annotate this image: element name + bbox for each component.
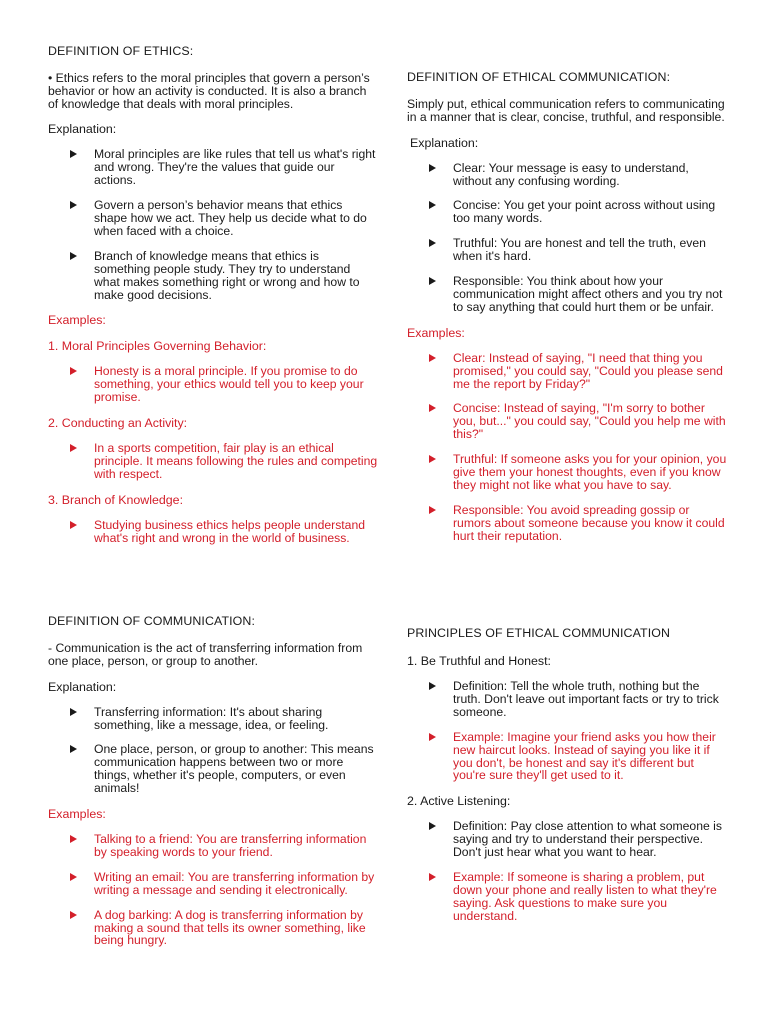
ethics-explanation-label: Explanation: <box>48 122 117 137</box>
list-item: Writing an email: You are transferring information by writing a message and sending it electronically. <box>48 871 378 897</box>
principle-1-title: 1. Be Truthful and Honest: <box>407 654 551 668</box>
ethics-section <box>48 44 378 557</box>
ethics-example-list-1 <box>48 365 378 404</box>
ethics-example-title-1: 1. Moral Principles Governing Behavior: <box>48 339 267 354</box>
list-item: Responsible: You think about how your communication might affect others and you try not to say anything that could hurt them or be unfair. <box>407 275 729 314</box>
communication-section <box>48 614 378 959</box>
communication-examples-label: Examples: <box>48 807 106 822</box>
ethics-example-title-3: 3. Branch of Knowledge: <box>48 492 184 507</box>
communication-example-list <box>48 833 378 947</box>
ethical-communication-heading: DEFINITION OF ETHICAL COMMUNICATION: <box>407 70 671 84</box>
arrow-bullet-icon <box>429 404 436 412</box>
arrow-bullet-icon <box>70 367 77 375</box>
principle-1-definition-list <box>407 680 729 719</box>
list-item: Concise: Instead of saying, "I'm sorry to bother you, but..." you could say, "Could you help me with this?" <box>407 402 729 441</box>
list-item: Example: Imagine your friend asks you how their new haircut looks. Instead of saying you like it if you don't, be honest and say it's different but you're sure they'll get used to it. <box>407 731 729 783</box>
arrow-bullet-icon <box>429 873 436 881</box>
arrow-bullet-icon <box>70 835 77 843</box>
principle-2-title: 2. Active Listening: <box>407 794 511 809</box>
ethical-communication-definition: Simply put, ethical communication refers to communicating in a manner that is clear, concise, truthful, and responsible. <box>407 97 725 124</box>
list-item: Definition: Pay close attention to what someone is saying and try to understand their perspective. Don't just hear what you want to hear. <box>407 820 729 859</box>
arrow-bullet-icon <box>70 708 77 716</box>
arrow-bullet-icon <box>70 150 77 158</box>
arrow-bullet-icon <box>70 252 77 260</box>
list-item: Example: If someone is sharing a problem, put down your phone and really listen to what they're saying. Ask questions to make sure you understand. <box>407 871 729 923</box>
list-item: Transferring information: It's about sharing something, like a message, idea, or feeling. <box>48 706 378 732</box>
arrow-bullet-icon <box>429 682 436 690</box>
list-item: One place, person, or group to another: This means communication happens between two or more things, whether it's people, computers, or even animals! <box>48 743 378 795</box>
arrow-bullet-icon <box>429 733 436 741</box>
arrow-bullet-icon <box>70 911 77 919</box>
communication-explanation-label: Explanation: <box>48 679 117 694</box>
list-item: A dog barking: A dog is transferring information by making a sound that tells its owner something, like being hungry. <box>48 909 378 948</box>
principle-2-definition-list <box>407 820 729 859</box>
ethics-heading: DEFINITION OF ETHICS: <box>48 44 194 58</box>
list-item: Clear: Your message is easy to understand, without any confusing wording. <box>407 162 729 188</box>
ethics-example-list-2 <box>48 442 378 481</box>
ethical-communication-explanation-list <box>407 162 729 314</box>
principles-section <box>407 626 729 935</box>
ethical-communication-section <box>407 70 729 555</box>
arrow-bullet-icon <box>70 873 77 881</box>
ethics-example-title-2: 2. Conducting an Activity: <box>48 416 188 431</box>
arrow-bullet-icon <box>429 822 436 830</box>
list-item: Truthful: If someone asks you for your opinion, you give them your honest thoughts, even if you know they might not like what you have to say. <box>407 453 729 492</box>
arrow-bullet-icon <box>429 506 436 514</box>
list-item: Honesty is a moral principle. If you promise to do something, your ethics would tell you to keep your promise. <box>48 365 378 404</box>
principle-1-example-list <box>407 731 729 783</box>
list-item: Responsible: You avoid spreading gossip or rumors about someone because you know it could hurt their reputation. <box>407 504 729 543</box>
list-item: In a sports competition, fair play is an ethical principle. It means following the rules and competing with respect. <box>48 442 378 481</box>
list-item: Truthful: You are honest and tell the truth, even when it's hard. <box>407 237 729 263</box>
ethical-communication-examples-label: Examples: <box>407 325 465 340</box>
ethical-communication-example-list <box>407 352 729 543</box>
communication-definition: - Communication is the act of transferring information from one place, person, or group to another. <box>48 641 363 668</box>
list-item: Concise: You get your point across without using too many words. <box>407 199 729 225</box>
arrow-bullet-icon <box>429 354 436 362</box>
ethics-definition: • Ethics refers to the moral principles that govern a person’s behavior or how an activity is conducted. It is also a branch of knowledge that deals with moral principles. <box>48 71 370 111</box>
arrow-bullet-icon <box>429 239 436 247</box>
list-item: Definition: Tell the whole truth, nothing but the truth. Don't leave out important facts or try to trick someone. <box>407 680 729 719</box>
arrow-bullet-icon <box>70 745 77 753</box>
ethics-explanation-list <box>48 148 378 301</box>
list-item: Clear: Instead of saying, "I need that thing you promised," you could say, "Could you please send me the report by Friday?" <box>407 352 729 391</box>
list-item: Talking to a friend: You are transferring information by speaking words to your friend. <box>48 833 378 859</box>
arrow-bullet-icon <box>429 164 436 172</box>
list-item: Branch of knowledge means that ethics is something people study. They try to understand what makes something right or wrong and how to make good decisions. <box>48 250 378 302</box>
list-item: Moral principles are like rules that tell us what's right and wrong. They're the values that guide our actions. <box>48 148 378 187</box>
arrow-bullet-icon <box>70 201 77 209</box>
principle-2-example-list <box>407 871 729 923</box>
arrow-bullet-icon <box>429 277 436 285</box>
arrow-bullet-icon <box>70 444 77 452</box>
ethics-example-list-3 <box>48 519 378 545</box>
communication-heading: DEFINITION OF COMMUNICATION: <box>48 614 256 628</box>
principles-heading: PRINCIPLES OF ETHICAL COMMUNICATION <box>407 626 671 640</box>
ethics-examples-label: Examples: <box>48 313 106 328</box>
ethical-communication-explanation-label: Explanation: <box>410 135 479 150</box>
arrow-bullet-icon <box>70 521 77 529</box>
arrow-bullet-icon <box>429 201 436 209</box>
arrow-bullet-icon <box>429 455 436 463</box>
communication-explanation-list <box>48 706 378 795</box>
list-item: Govern a person’s behavior means that ethics shape how we act. They help us decide what to do when faced with a choice. <box>48 199 378 238</box>
list-item: Studying business ethics helps people understand what's right and wrong in the world of business. <box>48 519 378 545</box>
